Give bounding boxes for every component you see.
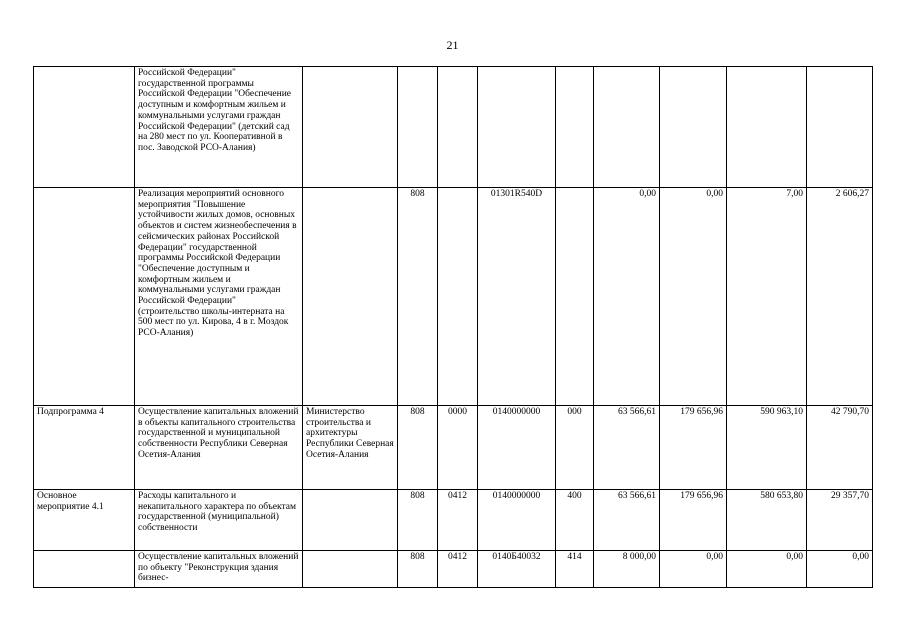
- rzpr-code: 0412: [438, 490, 478, 551]
- grbs-code: [398, 67, 438, 188]
- grbs-code: 808: [398, 490, 438, 551]
- value-3: 0,00: [727, 551, 807, 588]
- vr-code: [556, 67, 594, 188]
- value-1: 8 000,00: [594, 551, 660, 588]
- rzpr-code: 0412: [438, 551, 478, 588]
- csr-code: 0140Б40032: [478, 551, 556, 588]
- vr-code: 400: [556, 490, 594, 551]
- grbs-code: 808: [398, 188, 438, 406]
- value-4: [807, 67, 873, 188]
- row-label: Основное мероприятие 4.1: [34, 490, 135, 551]
- value-1: 63 566,61: [594, 490, 660, 551]
- vr-code: 414: [556, 551, 594, 588]
- rzpr-code: [438, 67, 478, 188]
- table-row: [34, 406, 873, 490]
- grbs-code: 808: [398, 406, 438, 490]
- value-3: 7,00: [727, 188, 807, 406]
- row-label: Подпрограмма 4: [34, 406, 135, 490]
- rzpr-code: [438, 188, 478, 406]
- value-4: 2 606,27: [807, 188, 873, 406]
- value-2: 179 656,96: [660, 490, 727, 551]
- grbs-code: 808: [398, 551, 438, 588]
- value-3: [727, 67, 807, 188]
- vr-code: [556, 188, 594, 406]
- responsible-org: [303, 188, 398, 406]
- page-number: 21: [446, 38, 459, 52]
- csr-code: 0140000000: [478, 406, 556, 490]
- value-1: 63 566,61: [594, 406, 660, 490]
- table-row: [34, 490, 873, 551]
- row-description: Российской Федерации" государственной программы Российской Федерации "Обеспечение доступным и комфортным жильем и коммунальными услугами граждан Российской Федерации" (детский сад на 280 мест по ул. Кооперативной в пос. Заводской РСО-Алания): [135, 67, 303, 188]
- row-description: Осуществление капитальных вложений по объекту "Реконструкция здания бизнес-: [135, 551, 303, 588]
- value-4: 29 357,70: [807, 490, 873, 551]
- row-label: [34, 551, 135, 588]
- value-1: 0,00: [594, 188, 660, 406]
- csr-code: 0140000000: [478, 490, 556, 551]
- rzpr-code: 0000: [438, 406, 478, 490]
- responsible-org: [303, 67, 398, 188]
- value-1: [594, 67, 660, 188]
- value-3: 580 653,80: [727, 490, 807, 551]
- table-row: [34, 551, 873, 588]
- responsible-org: [303, 490, 398, 551]
- vr-code: 000: [556, 406, 594, 490]
- csr-code: [478, 67, 556, 188]
- row-label: [34, 188, 135, 406]
- row-description: Расходы капитального и некапитального характера по объектам государственной (муниципальной) собственности: [135, 490, 303, 551]
- value-2: 0,00: [660, 188, 727, 406]
- csr-code: 01301R540D: [478, 188, 556, 406]
- table-row: [34, 67, 873, 188]
- row-description: Осуществление капитальных вложений в объекты капитального строительства государственной и муниципальной собственности Республики Северная Осетия-Алания: [135, 406, 303, 490]
- value-4: 42 790,70: [807, 406, 873, 490]
- value-4: 0,00: [807, 551, 873, 588]
- table-row: [34, 188, 873, 406]
- value-2: [660, 67, 727, 188]
- responsible-org: Министерство строительства и архитектуры Республики Северная Осетия-Алания: [303, 406, 398, 490]
- value-3: 590 963,10: [727, 406, 807, 490]
- budget-table: [33, 66, 873, 588]
- value-2: 179 656,96: [660, 406, 727, 490]
- row-description: Реализация мероприятий основного мероприятия "Повышение устойчивости жилых домов, основных объектов и систем жизнеобеспечения в сейсмических районах Российской Федерации" государственной программы Российской Федерации "Обеспечение доступным и комфортным жильем и коммунальными услугами граждан Российской Федерации" (строительство школы-интерната на 500 мест по ул. Кирова, 4 в г. Моздок РСО-Алания): [135, 188, 303, 406]
- value-2: 0,00: [660, 551, 727, 588]
- responsible-org: [303, 551, 398, 588]
- row-label: [34, 67, 135, 188]
